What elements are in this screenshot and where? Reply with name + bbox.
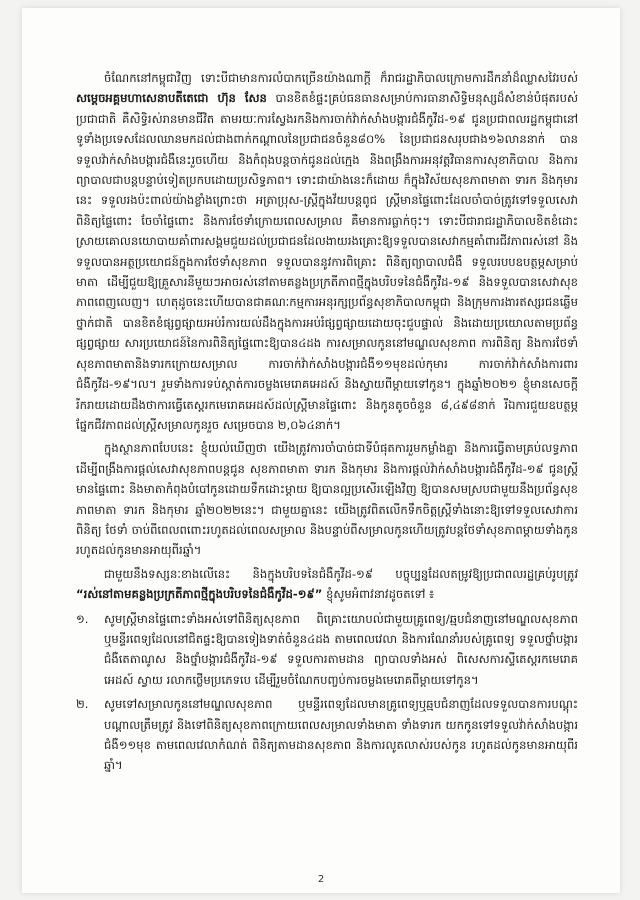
page-content — [76, 68, 578, 868]
paragraph-1 — [76, 68, 578, 435]
paragraph-1-lead: ចំណែកនៅកម្ពុជាវិញ ទោះបីជាមានការលំបាកច្រើនយ៉ាងណាក្តី ក៏រាជរដ្ឋាភិបាលក្រោមការដឹកនាំដ៏ឈ្លាសវៃរបស់ — [104, 71, 578, 85]
paragraph-2: ក្នុងស្ថានភាពបែបនេះ ខ្ញុំយល់ឃើញថា យើងត្រូវការចាំបាច់ជាទីបំផុតការរួមកម្លាំងគ្នា និងការធ្វើតាមគ្រប់លទ្ធភាពដើម្បីពង្រឹងការផ្តល់សេវាសុខភាពបន្តជូន សុខភាពមាតា ទារក និងកុមារ និងការផ្តល់វ៉ាក់សាំងបង្ការជំងឺកូវីដ-១៩ ជូនស្រ្តីមានផ្ទៃពោះ និងមាតាកំពុងបំបៅកូនដោយទឹកដោះម្តាយ ឱ្យបានល្អប្រសើរឡើងវិញ ឱ្យបានសមស្របជាមួយនឹងប្រព័ន្ធសុខភាពមាតា ទារក និងកុមារ ឆ្នាំ២០២២នេះ។ ជាមួយគ្នានេះ យើងត្រូវពិតលើកទឹកចិត្តស្ត្រីទាំងនោះឱ្យទៅទទួលសេវាការពិនិត្យ ថែទាំ ចាប់ពីពេលពពោះរហូតដល់ពេលសម្រាល និងបន្ទាប់ពីសម្រាលកូនហើយត្រូវបន្តថែទាំសុខភាពម្តាយទាំងកូនរហូតដល់កូនមានអាយុពីរឆ្នាំ។ — [76, 441, 578, 558]
leader-name: សម្តេចអគ្គមហាសេនាបតីតេជោ ហ៊ុន សែន — [76, 91, 267, 106]
list-item-number: ២. — [76, 697, 89, 712]
slogan-quote: “រស់នៅតាមគន្លងប្រក្រតីភាពថ្មីក្នុងបរិបទនៃជំងឺកូវីដ-១៩” — [76, 587, 323, 602]
document-page — [22, 8, 620, 893]
page-number: 2 — [317, 874, 325, 885]
list-item — [76, 694, 578, 776]
list-item-number: ១. — [76, 611, 89, 626]
paragraph-3 — [76, 564, 578, 605]
paragraph-3-lead: ជាមួយនឹងទស្សនៈខាងលើនេះ និងក្នុងបរិបទនៃជំងឺកូវីដ-១៩ បច្ចុប្បន្នដែលតម្រូវឱ្យប្រជាពលរដ្ឋគ្រប់រូបត្រូវ — [104, 566, 578, 581]
list-item-text: សូមស្រ្តីមានផ្ទៃពោះទាំងអស់ទៅពិនិត្យសុខភាព ពិគ្រោះយោបល់ជាមួយគ្រូពេទ្យ/ឆ្មបជំនាញនៅមណ្ឌលសុខភាព ឬមន្ទីរពេទ្យដែលនៅជិតផ្ទះឱ្យបានទៀងទាត់ចំនួន៤ដង តាមពេលវេលា និងការណែនាំរបស់គ្រូពេទ្យ ទទួលថ្នាំបង្ការជំងឺតេតាណូស និងថ្នាំបង្ការជំងឺកូវីដ-១៩ ទទួលការតាមដាន ព្យាបាលទាំងអស់ ពិសេសការស្ទីតេស្តរកមេរោគអេដស៍ ស្វាយ រលាកថ្លើមប្រភេទបេ ដើម្បីរួមចំណែកបញ្ចប់ការចម្លងមេរោគពីម្តាយទៅកូន។ — [104, 611, 578, 687]
list-item-text: សូមទៅសម្រាលកូននៅមណ្ឌលសុខភាព ឬមន្ទីរពេទ្យដែលមានគ្រូពេទ្យឬឆ្មបជំនាញដែលទទួលបានការបណ្តុះបណ្តាលត្រឹមត្រូវ និងទៅពិនិត្យសុខភាពក្រោយពេលសម្រាលទាំងមាតា ទាំងទារក យកកូនទៅទទួលវ៉ាក់សាំងបង្ការជំងឺ១១មុខ តាមពេលវេលាកំណត់ ពិនិត្យតាមដានសុខភាព និងការលូតលាស់របស់កូន រហូតដល់កូនមានអាយុពីរឆ្នាំ។ — [104, 697, 578, 773]
list-item — [76, 609, 578, 691]
paragraph-1-rest: បានខិតខំផ្ទះគ្រប់ធនធានសម្រាប់ការធានាសិទ្ធិមនុស្សដ៏សំខាន់បំផុតរបស់ប្រជាជាតិ គឺសិទ្ធិរស់រានមានជីវិត តាមរយៈការស្វែងរកនិងការចាក់វ៉ាក់សាំងបង្ការជំងឺកូវីដ-១៩ ជូនប្រជាពលរដ្ឋកម្ពុជានៅទូទាំងប្រទេសដែលឈានមកដល់ជាងពាក់កណ្តាលនៃប្រជាជនចំនួន៨០% នៃប្រជាជនសរុបជាង១៦លាននាក់ បានទទួលវ៉ាក់សាំងបង្ការជំងឺនេះរួចហើយ និងកំពុងបន្តចាក់ជូនដល់ក្មេង និងពង្រឹងការអនុវត្តវិធានការសុខាភិបាល និងការព្យាបាលជាបន្តបន្ទាប់ទៀតប្រកបដោយប្រសិទ្ធភាព។ ទោះជាយ៉ាងនេះក៏ដោយ ក៏ក្នុងវិស័យសុខភាពមាតា ទារក និងកុមារនេះ ទទួលរងប៉ះពាល់យ៉ាងខ្លាំងព្រោះថា អត្រាប្រុស-ស្រ្តីក្នុងវ័យបន្តពូជ ស្រ្តីមានផ្ទៃពោះដែលចាំបាច់ត្រូវទៅទទួលសេវាពិនិត្យផ្ទៃពោះ ចែចាំផ្ទៃពោះ និងការថែទាំក្រោយពេលសម្រាល គឺមានការធ្លាក់ចុះ។ ទោះបីជារាជរដ្ឋាភិបាលខិតខំដោះស្រាយគោលនយោបាយគាំពារសង្គមជួយដល់ប្រជាជនដែលងាយរងគ្រោះឱ្យទទួលបានសេវាកម្មគាំពារជីវភាពរស់នៅ និងទទួលបានអត្ថប្រយោជន៍ក្នុងការថែទាំសុខភាព ទទួលបាននូវការពិគ្រោះ ពិនិត្យព្យាបាលជំងឺ ទទួលរបបឧបត្ថម្ភសម្រាប់មាតា ដើម្បីជួយឱ្យគ្រួសារនីមួយៗអាចរស់នៅតាមគន្លងប្រក្រតីភាពថ្មីក្នុងបរិបទនៃជំងឺកូវីដ-១៩ និងទទួលបានសេវាសុខភាពពេញលេញ។ ហេតុដូចនេះហើយបានជាគណៈកម្មការអនុរក្សប្រព័ន្ធសុខាភិបាលកម្ពុជា និងក្រុមការងារឥស្សរជនឆ្លើមថ្នាក់ជាតិ បានខិតខំផ្សព្វផ្សាយអប់រំការយល់ដឹងក្នុងការអប់រំផ្សព្វផ្សាយដោយចុះជួបផ្ទាល់ និងដោយប្រយោលតាមប្រព័ន្ធផ្សព្វផ្សាយ សារប្រយោជន៍នៃការពិនិត្យផ្ទៃពោះឱ្យបាន៤ដង ការសម្រាលកូននៅមណ្ឌលសុខភាព ការពិនិត្យ និងការថែទាំសុខភាពមាតានិងទារកក្រោយសម្រាល ការចាក់វ៉ាក់សាំងបង្ការជំងឺ១១មុខដល់កុមារ ការចាក់វ៉ាក់សាំងការពារជំងឺកូវីដ-១៩។ល។ រួមទាំងការទប់ស្កាត់ការចម្លងមេរោគអេដស៍ និងស្វាយពីម្តាយទៅកូន។ ក្នុងឆ្នាំ២០២១ ខ្ញុំមានសេចក្តីរីករាយដោយដឹងថាការធ្វើតេស្តរកមេរោគអេដស៍ដល់ស្ត្រីមានផ្ទៃពោះ និងកូនតូចចំនួន ៨,៤៩៨នាក់ រីឯការជួយឧបត្ថម្ភផ្នែកជីវភាពដល់ស្ត្រីសម្រាលកូនរួច សម្រេចបាន ២,០៦៤នាក់។ — [76, 91, 578, 432]
paragraph-3-rest: ខ្ញុំសូមអំពាវនាវដូចតទៅ ៖ — [326, 587, 435, 602]
